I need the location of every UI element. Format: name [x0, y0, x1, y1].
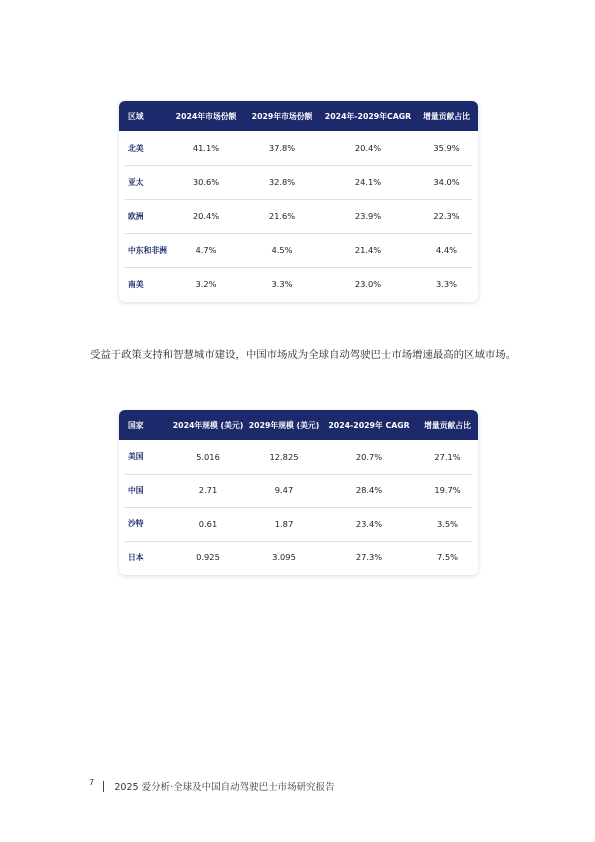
- table-cell: 24.1%: [354, 177, 382, 187]
- region-cell: 南美: [128, 279, 144, 289]
- table-row: [119, 474, 478, 508]
- table-cell: 20.4%: [354, 143, 382, 153]
- table-cell: 32.8%: [268, 177, 296, 187]
- table-cell: 34.0%: [433, 177, 460, 187]
- page-footer: [89, 779, 335, 793]
- table-cell: 4.4%: [435, 245, 458, 255]
- table-cell: 9.47: [274, 485, 294, 496]
- table-header: [119, 410, 478, 440]
- country-market-size-table: [119, 410, 478, 575]
- table-cell: 2.71: [198, 485, 218, 496]
- table-cell: 22.3%: [433, 211, 460, 221]
- header-cell: 2024年规模 (美元): [172, 420, 244, 430]
- header-cell: 2029年市场份额: [251, 111, 313, 121]
- table-cell: 1.87: [274, 518, 294, 529]
- table-cell: 3.5%: [436, 518, 459, 529]
- table-header: [119, 101, 478, 131]
- table-cell: 21.6%: [268, 211, 296, 221]
- table-row: [119, 267, 478, 301]
- table-cell: 3.3%: [271, 279, 293, 289]
- country-cell: 美国: [128, 452, 144, 462]
- table-cell: 5.016: [196, 451, 220, 462]
- table-cell: 28.4%: [355, 485, 383, 496]
- region-cell: 中东和非洲: [128, 245, 167, 255]
- region-cell: 亚太: [128, 177, 144, 187]
- table-cell: 30.6%: [192, 177, 220, 187]
- table-row: [119, 233, 478, 267]
- table-cell: 19.7%: [434, 485, 461, 496]
- regional-market-share-table: [119, 101, 478, 302]
- table-cell: 23.0%: [354, 279, 382, 289]
- table-cell: 3.2%: [195, 279, 217, 289]
- country-cell: 中国: [128, 485, 144, 495]
- table-cell: 27.1%: [434, 451, 461, 462]
- header-cell: 区域: [128, 111, 144, 121]
- header-cell: 2024-2029年 CAGR: [328, 420, 410, 430]
- table-cell: 0.61: [198, 518, 218, 529]
- table-cell: 0.925: [196, 552, 220, 563]
- table-row: [119, 541, 478, 575]
- page-number: 7: [89, 777, 95, 787]
- table-cell: 4.5%: [271, 245, 293, 255]
- table-cell: 37.8%: [268, 143, 296, 153]
- table-row: [119, 507, 478, 541]
- header-cell: 国家: [128, 420, 144, 430]
- country-cell: 日本: [128, 552, 144, 562]
- table-cell: 27.3%: [355, 552, 383, 563]
- country-cell: 沙特: [128, 519, 144, 529]
- footer-divider: [103, 781, 104, 792]
- table-row: [119, 440, 478, 474]
- header-cell: 2029年规模 (美元): [248, 420, 320, 430]
- table-row: [119, 131, 478, 165]
- report-title: 2025 爱分析·全球及中国自动驾驶巴士市场研究报告: [114, 782, 335, 793]
- table-cell: 20.7%: [355, 451, 383, 462]
- table-cell: 7.5%: [436, 552, 459, 563]
- table-cell: 41.1%: [192, 143, 220, 153]
- table-cell: 23.9%: [354, 211, 382, 221]
- table-cell: 12.825: [269, 451, 299, 462]
- table-cell: 4.7%: [195, 245, 217, 255]
- table-cell: 3.3%: [435, 279, 458, 289]
- table-cell: 35.9%: [433, 143, 460, 153]
- header-cell: 2024年市场份额: [175, 111, 237, 121]
- region-cell: 北美: [128, 143, 144, 153]
- table-row: [119, 165, 478, 199]
- header-cell: 增量贡献占比: [423, 111, 470, 121]
- header-cell: 2024年-2029年CAGR: [324, 111, 412, 121]
- table-cell: 20.4%: [192, 211, 220, 221]
- header-cell: 增量贡献占比: [424, 420, 471, 430]
- body-paragraph: 受益于政策支持和智慧城市建设，中国市场成为全球自动驾驶巴士市场增速最高的区域市场。: [90, 349, 517, 361]
- table-cell: 3.095: [272, 552, 296, 563]
- region-cell: 欧洲: [128, 211, 144, 221]
- table-row: [119, 199, 478, 233]
- table-cell: 23.4%: [355, 518, 383, 529]
- table-cell: 21.4%: [354, 245, 382, 255]
